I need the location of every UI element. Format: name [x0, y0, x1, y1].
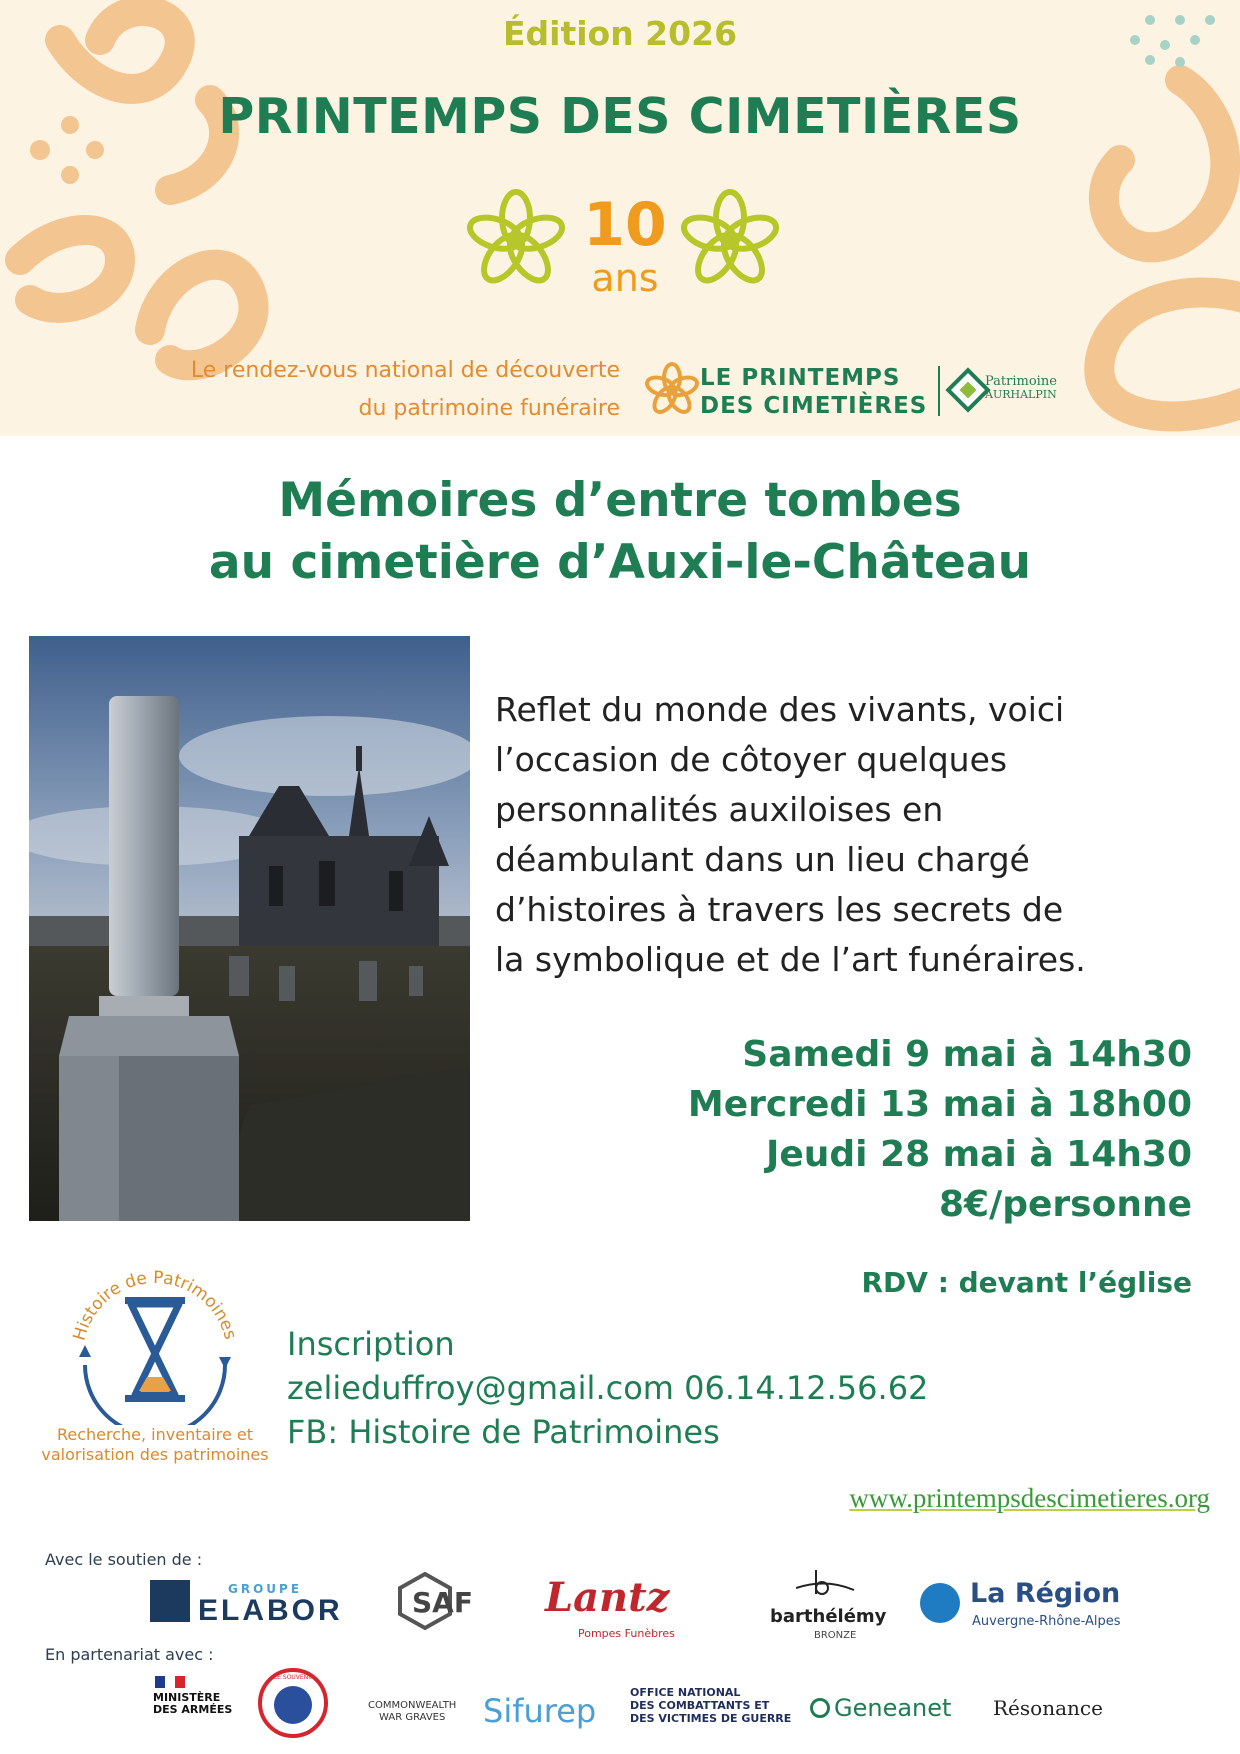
- website-link[interactable]: www.printempsdescimetieres.org: [849, 1483, 1210, 1513]
- event-dates: [600, 1030, 1192, 1230]
- date-line: Mercredi 13 mai à 18h00: [687, 1084, 1192, 1125]
- description-line: déambulant dans un lieu chargé: [495, 840, 1030, 879]
- ministere-logo: [153, 1692, 232, 1716]
- barthelemy-logo-sub: BRONZE: [814, 1630, 857, 1641]
- ministere-flag-icon: [155, 1676, 185, 1688]
- organizer-logo-name: Histoire de Patrimoines: [69, 1267, 241, 1343]
- elabor-logo: ELABOR: [198, 1594, 343, 1627]
- cwgc-line1: COMMONWEALTH: [368, 1700, 457, 1711]
- sponsors-label: Avec le soutien de :: [45, 1550, 203, 1569]
- cwgc-logo: [368, 1700, 456, 1724]
- partner-logo-patrimoine: [985, 375, 1057, 401]
- registration-contact[interactable]: zelieduffroy@gmail.com 06.14.12.56.62: [287, 1369, 929, 1407]
- resonance-logo: Résonance: [993, 1696, 1103, 1720]
- sifurep-logo: Sifurep: [483, 1692, 597, 1730]
- description-line: la symbolique et de l’art funéraires.: [495, 940, 1086, 979]
- organizer-caption-line2: valorisation des patrimoines: [41, 1445, 269, 1464]
- cwgc-line2: WAR GRAVES: [379, 1712, 446, 1723]
- price: 8€/personne: [938, 1184, 1192, 1225]
- onac-logo: [630, 1686, 791, 1725]
- anniversary-number: 10: [583, 190, 667, 260]
- region-logo: La Région: [970, 1578, 1121, 1609]
- lantz-logo: Lantz: [545, 1574, 670, 1621]
- ministere-line2: DES ARMÉES: [153, 1703, 233, 1716]
- souvenir-label: LE SOUVENIR: [273, 1674, 315, 1681]
- onac-line1: OFFICE NATIONAL: [630, 1686, 741, 1699]
- onac-line2: DES COMBATTANTS ET: [630, 1699, 770, 1712]
- date-line: Samedi 9 mai à 14h30: [742, 1034, 1192, 1075]
- registration-facebook[interactable]: FB: Histoire de Patrimoines: [287, 1413, 720, 1451]
- meeting-point: RDV : devant l’église: [861, 1266, 1192, 1299]
- partner-logo-line1: Patrimoine: [985, 374, 1057, 389]
- festival-title: PRINTEMPS DES CIMETIÈRES: [218, 88, 1022, 145]
- organizer-caption-line1: Recherche, inventaire et: [56, 1425, 254, 1444]
- event-title-line1: Mémoires d’entre tombes: [278, 473, 962, 528]
- souvenir-logo: [258, 1668, 328, 1738]
- elabor-logo-top: GROUPE: [228, 1582, 303, 1596]
- ministere-line1: MINISTÈRE: [153, 1691, 221, 1704]
- geneanet-icon: [810, 1698, 830, 1718]
- event-title: [0, 470, 1240, 594]
- event-description: [495, 685, 1215, 985]
- logo-divider: [938, 366, 940, 416]
- festival-logo-line2: DES CIMETIÈRES: [700, 393, 928, 419]
- date-line: Jeudi 28 mai à 14h30: [765, 1134, 1192, 1175]
- barthelemy-logo: barthélémy: [770, 1606, 887, 1627]
- cemetery-photo: [29, 636, 470, 1221]
- description-line: l’occasion de côtoyer quelques: [495, 740, 1008, 779]
- geneanet-logo: Geneanet: [834, 1694, 952, 1722]
- tagline-line2: du patrimoine funéraire: [358, 396, 620, 421]
- anniversary-unit: ans: [591, 256, 659, 300]
- description-line: personnalités auxiloises en: [495, 790, 944, 829]
- festival-logo-line1: LE PRINTEMPS: [700, 365, 901, 391]
- partners-label: En partenariat avec :: [45, 1645, 214, 1664]
- barthelemy-logo-mark: [796, 1568, 856, 1598]
- description-line: d’histoires à travers les secrets de: [495, 890, 1064, 929]
- registration-heading: Inscription: [287, 1325, 455, 1363]
- tagline-line1: Le rendez-vous national de découverte: [190, 358, 620, 383]
- description-line: Reflet du monde des vivants, voici: [495, 690, 1065, 729]
- edition-label: Édition 2026: [502, 14, 738, 53]
- region-logo-sub: Auvergne-Rhône-Alpes: [972, 1614, 1121, 1629]
- saf-logo: SAF: [412, 1586, 473, 1619]
- onac-line3: DES VICTIMES DE GUERRE: [630, 1712, 792, 1725]
- partner-logo-line2: AURHALPIN: [985, 388, 1057, 401]
- hourglass-icon: [55, 1245, 255, 1425]
- organizer-caption: [30, 1425, 280, 1465]
- region-logo-mark: [920, 1583, 960, 1623]
- event-title-line2: au cimetière d’Auxi-le-Château: [208, 535, 1032, 590]
- registration-block: [287, 1322, 928, 1454]
- lantz-logo-sub: Pompes Funèbres: [578, 1627, 675, 1640]
- organizer-logo: [55, 1245, 255, 1425]
- elabor-logo-mark: [150, 1580, 190, 1622]
